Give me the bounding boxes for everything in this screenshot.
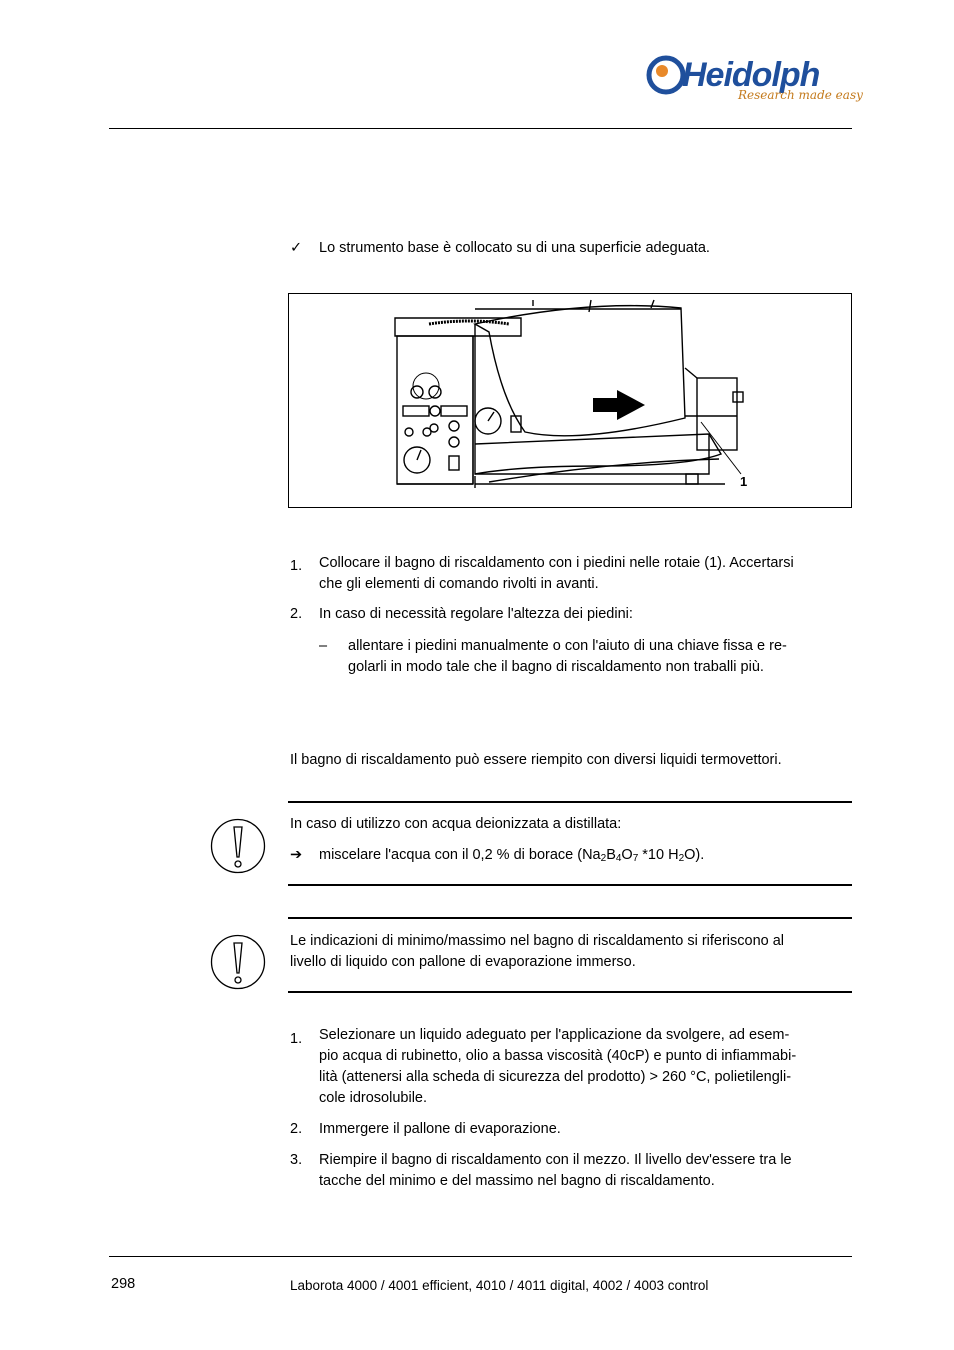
figure-frame (288, 293, 852, 508)
logo-mark-icon (646, 55, 686, 95)
substep-line2: golarli in modo tale che il bagno di riscaldamento non traballi più. (348, 659, 764, 675)
note2-line1: Le indicazioni di minimo/massimo nel bagno di riscaldamento si riferiscono al (290, 933, 785, 949)
step-b2-number: 2. (290, 1121, 303, 1137)
note1-bottom-rule (288, 884, 852, 886)
attention-icon (209, 817, 267, 875)
note1-line1: In caso di utilizzo con acqua deionizzata a distillata: (290, 816, 622, 832)
step-b3-line2: tacche del minimo e del massimo nel bagno di riscaldamento. (319, 1173, 715, 1189)
note2-bottom-rule (288, 991, 852, 993)
checkmark-icon: ✓ (290, 240, 303, 256)
direction-arrow-icon (593, 390, 645, 420)
precondition-text: Lo strumento base è collocato su di una superficie adeguata. (319, 240, 710, 256)
step-b1-line2: pio acqua di rubinetto, olio a bassa viscosità (40cP) e punto di infiammabi- (319, 1048, 797, 1064)
step-a2-line1: In caso di necessità regolare l'altezza dei piedini: (319, 606, 633, 622)
step-b3-line1: Riempire il bagno di riscaldamento con il mezzo. Il livello dev'essere tra le (319, 1152, 792, 1168)
substep-dash: – (319, 638, 328, 654)
page-number: 298 (111, 1276, 136, 1292)
logo-wordmark: Heidolph (682, 56, 820, 94)
note1-top-rule (288, 801, 852, 803)
step-b1-number: 1. (290, 1031, 303, 1047)
footer-rule (109, 1256, 852, 1257)
step-b1-line1: Selezionare un liquido adeguato per l'applicazione da svolgere, ad esem- (319, 1027, 790, 1043)
substep-line1: allentare i piedini manualmente o con l'aiuto di una chiave fissa e re- (348, 638, 787, 654)
step-b3-number: 3. (290, 1152, 303, 1168)
step-b1-line3: lità (attenersi alla scheda di sicurezza del prodotto) > 260 °C, polietilengli- (319, 1069, 792, 1085)
header-rule (109, 128, 852, 129)
step-a1-number: 1. (290, 558, 303, 574)
figure-callout-1: 1 (740, 474, 748, 489)
intro-paragraph: Il bagno di riscaldamento può essere riempito con diversi liquidi termovettori. (290, 752, 782, 768)
logo-tagline: Research made easy (738, 88, 863, 102)
rotavap-heating-bath-illustration (289, 294, 852, 508)
note2-line2: livello di liquido con pallone di evaporazione immerso. (290, 954, 636, 970)
step-a1-line2: che gli elementi di comando rivolti in avanti. (319, 576, 599, 592)
step-a1-line1: Collocare il bagno di riscaldamento con i piedini nelle rotaie (1). Accertarsi (319, 555, 794, 571)
step-a2-number: 2. (290, 606, 303, 622)
note2-top-rule (288, 917, 852, 919)
step-b1-line4: cole idrosolubile. (319, 1090, 428, 1106)
footer-model-text: Laborota 4000 / 4001 efficient, 4010 / 4011 digital, 4002 / 4003 control (290, 1278, 709, 1293)
step-b2-line1: Immergere il pallone di evaporazione. (319, 1121, 561, 1137)
note1-formula: miscelare l'acqua con il 0,2 % di borace ($Na_2B_4O_7$ *10 $H_2O$). (319, 847, 705, 864)
arrow-right-icon: ➔ (290, 847, 303, 863)
attention-icon (209, 933, 267, 991)
